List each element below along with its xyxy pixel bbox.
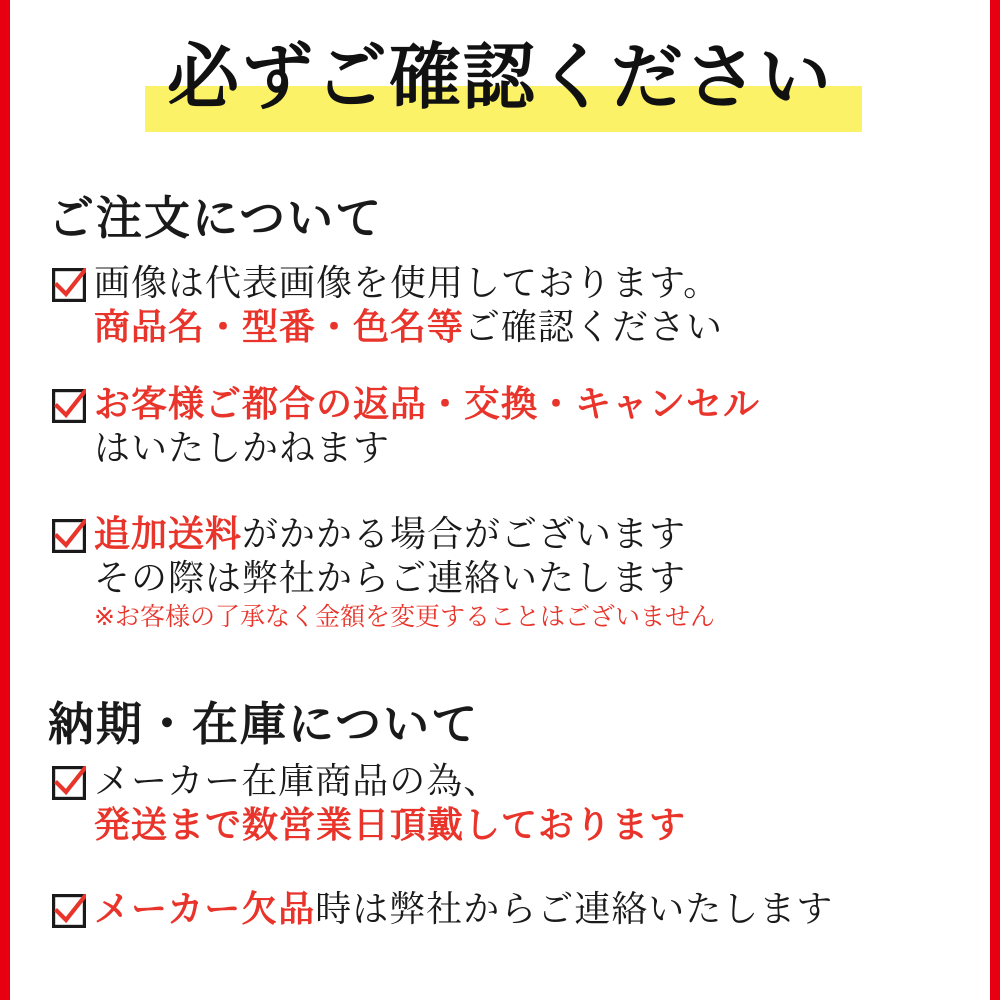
page-title: 必ずご確認ください	[166, 35, 833, 119]
check-item-line: 発送まで数営業日頂戴しております	[94, 804, 687, 846]
section-heading-delivery: 納期・在庫について	[48, 697, 480, 751]
check-item-line: その際は弊社からご連絡いたします	[94, 557, 687, 599]
checkbox-checked-icon	[52, 519, 86, 553]
section-heading-order: ご注文について	[48, 191, 384, 245]
check-item-line: 追加送料がかかる場合がございます	[94, 514, 687, 555]
right-red-border	[990, 0, 1000, 1000]
checkbox-checked-icon	[52, 268, 86, 302]
check-item-note: ※お客様の了承なく金額を変更することはございません	[94, 601, 715, 631]
notice-document	[10, 0, 990, 1000]
title-block	[10, 35, 990, 119]
check-item-line: お客様ご都合の返品・交換・キャンセル	[94, 384, 761, 425]
checkbox-checked-icon	[52, 894, 86, 928]
check-item-line: はいたしかねます	[94, 427, 391, 469]
check-item-line: 画像は代表画像を使用しております。	[94, 263, 721, 304]
check-item-text	[94, 262, 990, 350]
check-item	[52, 513, 990, 632]
check-item	[52, 262, 990, 350]
check-item-text	[94, 383, 990, 471]
check-item-text	[94, 513, 990, 632]
check-item	[52, 760, 990, 848]
check-item-text	[94, 760, 990, 848]
check-item-line: メーカー在庫商品の為、	[94, 761, 501, 802]
checkbox-checked-icon	[52, 766, 86, 800]
left-red-border	[0, 0, 10, 1000]
check-item-line: 商品名・型番・色名等ご確認ください	[94, 306, 724, 348]
check-item-text	[94, 888, 833, 932]
check-item	[52, 383, 990, 471]
check-item	[52, 888, 833, 932]
checkbox-checked-icon	[52, 389, 86, 423]
check-item-line: メーカー欠品時は弊社からご連絡いたします	[94, 889, 834, 930]
